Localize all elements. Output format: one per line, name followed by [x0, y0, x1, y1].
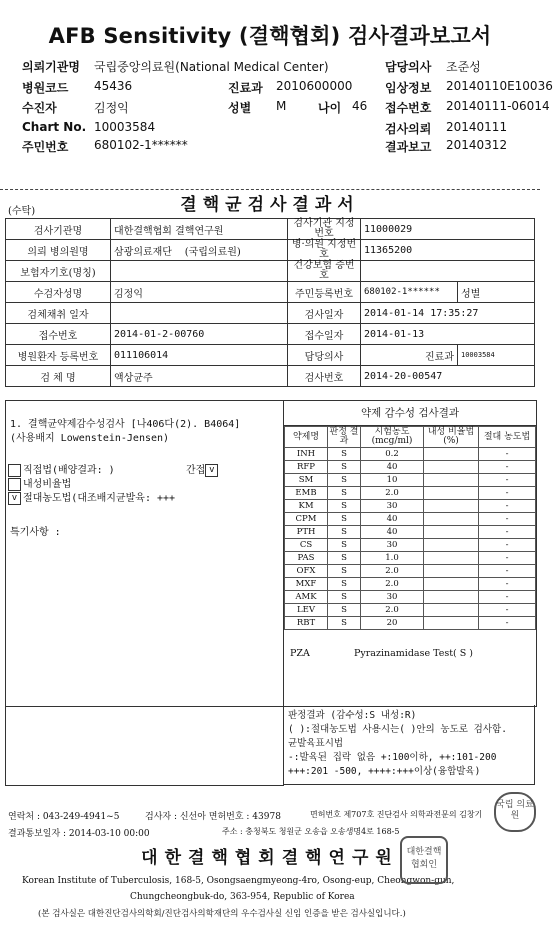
- judgement-box: [283, 705, 535, 785]
- header-dept-value: 2010600000: [276, 79, 353, 93]
- abx-abs: -: [479, 604, 536, 617]
- abx-conc: 1.0: [361, 552, 424, 565]
- direct-label: 직접법(배양결과: ): [23, 465, 115, 476]
- absolute-label: 절대농도법(대조배지균발육: +++: [23, 493, 176, 504]
- abx-result: S: [328, 565, 361, 578]
- abx-drug: RFP: [285, 461, 328, 474]
- col-result: 판정 결과: [328, 427, 361, 448]
- exam-no-value: 2014-20-00547: [361, 366, 535, 387]
- abx-abs: -: [479, 617, 536, 630]
- req-hosp-value: 삼광의료재단: [114, 246, 172, 258]
- indirect-checkbox[interactable]: v: [205, 464, 218, 477]
- patient-name-label: 수검자성명: [6, 282, 111, 303]
- header-request-value: 20140111: [446, 120, 508, 134]
- judgement-line4: -:발육된 집락 없음 +:100이하, ++:101-200: [288, 752, 497, 763]
- hosp-patient-value: 011106014: [111, 345, 288, 366]
- header-sex-label: 성별: [228, 101, 252, 115]
- header-hospital-code-label: 병원코드: [22, 81, 69, 95]
- abx-row: [285, 487, 536, 500]
- seal-stamp-1: [494, 792, 536, 832]
- footer-note: (본 검사실은 대한진단검사의학회/진단검사의학재단의 우수검사실 신임 인증을 받은 검사실입니다.): [38, 909, 406, 919]
- header-doctor-label: 담당의사: [385, 60, 432, 74]
- header-report-value: 20140312: [446, 138, 508, 152]
- pza-row: [284, 648, 534, 660]
- insurance-value: [111, 261, 288, 282]
- abx-drug: SM: [285, 474, 328, 487]
- req-hosp-cell: [111, 240, 288, 261]
- judgement-line2: ( ):절대농도법 사용시는( )안의 농도로 검사함.: [288, 724, 507, 735]
- abx-ratio: [424, 513, 479, 526]
- header-hospital-code-value: 45436: [94, 79, 133, 93]
- test-org-label: 검사기관명: [6, 219, 111, 240]
- abx-abs: -: [479, 591, 536, 604]
- abx-row: [285, 474, 536, 487]
- abx-row: [285, 513, 536, 526]
- abx-drug: INH: [285, 448, 328, 461]
- abx-abs: -: [479, 500, 536, 513]
- method-box: [5, 400, 284, 707]
- abx-conc: 2.0: [361, 487, 424, 500]
- abx-result: S: [328, 552, 361, 565]
- institute-name: 대한결핵협회결핵연구원: [141, 848, 399, 868]
- abx-conc: 20: [361, 617, 424, 630]
- pza-value: Pyrazinamidase Test( S ): [354, 648, 473, 659]
- header-sex-value: M: [276, 99, 287, 113]
- left-bottom-box: [5, 705, 284, 786]
- test-org-no-label: 검사기관 지정번호: [288, 219, 361, 240]
- ratio-label: 내성비율법: [23, 479, 72, 490]
- header-doctor-value: 조준성: [446, 60, 481, 74]
- test-date-label: 검사일자: [288, 303, 361, 324]
- abx-drug: CS: [285, 539, 328, 552]
- footer-examiner: 검사자 : 신선아 면허번호 : 43978: [145, 812, 281, 822]
- header-age-label: 나이: [318, 101, 342, 115]
- specimen-label: 검 체 명: [6, 366, 111, 387]
- abx-abs: -: [479, 539, 536, 552]
- abx-ratio: [424, 565, 479, 578]
- header-institution: 의뢰기관명: [22, 60, 80, 74]
- abx-row: [285, 461, 536, 474]
- abx-abs: -: [479, 461, 536, 474]
- abx-row: [285, 591, 536, 604]
- sex-label: 성별: [458, 282, 535, 303]
- header-patient-label: 수진자: [22, 101, 57, 115]
- abx-ratio: [424, 500, 479, 513]
- header-rrn-value: 680102-1******: [94, 138, 188, 152]
- sheet-tag: (수탁): [8, 206, 36, 217]
- sheet-title: 결핵균검사결과서: [180, 195, 360, 215]
- abx-drug: LEV: [285, 604, 328, 617]
- header-receipt-value: 20140111-06014: [446, 99, 550, 113]
- abx-result: S: [328, 513, 361, 526]
- header-chart-value: 10003584: [94, 120, 156, 134]
- abx-conc: 10: [361, 474, 424, 487]
- dept-label: 진료과: [361, 345, 458, 366]
- footer-eng2: Chungcheongbuk-do, 363-954, Republic of Korea: [130, 892, 355, 902]
- header-request-label: 검사의뢰: [385, 122, 432, 136]
- abx-conc: 30: [361, 539, 424, 552]
- header-clinical-value: 20140110E10036: [446, 79, 553, 93]
- abx-drug: EMB: [285, 487, 328, 500]
- abx-abs: -: [479, 474, 536, 487]
- judgement-line5: +++:201 -500, ++++:+++이상(융합발육): [288, 766, 481, 777]
- rrn-value: 680102-1******: [361, 282, 458, 303]
- footer-contact: 연락처 : 043-249-4941~5: [8, 812, 120, 822]
- abx-ratio: [424, 552, 479, 565]
- hosp-no-value: 11365200: [361, 240, 535, 261]
- abx-result: S: [328, 539, 361, 552]
- col-drug: 약제명: [285, 427, 328, 448]
- header-receipt-label: 접수번호: [385, 101, 432, 115]
- abx-result: S: [328, 500, 361, 513]
- abx-ratio: [424, 578, 479, 591]
- health-no-label: 건강보험 증번호: [288, 261, 361, 282]
- abx-ratio: [424, 604, 479, 617]
- abx-ratio: [424, 474, 479, 487]
- abx-ratio: [424, 487, 479, 500]
- recv-no-label: 접수번호: [6, 324, 111, 345]
- pza-label: PZA: [290, 648, 310, 659]
- absolute-method: [8, 489, 175, 505]
- header-clinical-label: 임상정보: [385, 81, 432, 95]
- abx-drug: RBT: [285, 617, 328, 630]
- indirect-method: [186, 461, 220, 477]
- header-patient-value: 김정익: [94, 101, 129, 115]
- header-chart-label: Chart No.: [22, 120, 87, 134]
- header-rrn-label: 주민번호: [22, 140, 69, 154]
- abx-ratio: [424, 539, 479, 552]
- recv-no-value: 2014-01-2-00760: [111, 324, 288, 345]
- abx-row: [285, 552, 536, 565]
- abx-ratio: [424, 591, 479, 604]
- recv-date-label: 접수일자: [288, 324, 361, 345]
- insurance-label: 보험자기호(명칭): [6, 261, 111, 282]
- remarks-label: 특기사항 :: [10, 527, 61, 538]
- abx-drug: KM: [285, 500, 328, 513]
- abx-abs: -: [479, 513, 536, 526]
- abx-conc: 2.0: [361, 578, 424, 591]
- abx-conc: 30: [361, 591, 424, 604]
- abx-result: S: [328, 474, 361, 487]
- abx-drug: OFX: [285, 565, 328, 578]
- abx-abs: -: [479, 448, 536, 461]
- abx-drug: CPM: [285, 513, 328, 526]
- abx-drug: MXF: [285, 578, 328, 591]
- abx-conc: 30: [361, 500, 424, 513]
- abx-ratio: [424, 617, 479, 630]
- abx-result: S: [328, 461, 361, 474]
- recv-date-value: 2014-01-13: [361, 324, 535, 345]
- footer-report-date: 결과통보일자 : 2014-03-10 00:00: [8, 829, 150, 839]
- abx-abs: -: [479, 578, 536, 591]
- abx-title: 약제 감수성 검사결과: [284, 401, 536, 426]
- exam-no-label: 검사번호: [288, 366, 361, 387]
- abx-ratio: [424, 461, 479, 474]
- abx-conc: 40: [361, 526, 424, 539]
- seal-stamp-2: [400, 836, 448, 884]
- abx-row: [285, 617, 536, 630]
- method-line1: 1. 결핵균약제감수성검사 [나406다(2). B4064]: [10, 419, 241, 430]
- abx-result: S: [328, 578, 361, 591]
- abx-conc: 0.2: [361, 448, 424, 461]
- abx-drug: PAS: [285, 552, 328, 565]
- info-table: [5, 218, 535, 387]
- abx-row: [285, 604, 536, 617]
- hosp-patient-label: 병원환자 등록번호: [6, 345, 111, 366]
- header-institution-value: 국립중앙의료원(National Medical Center): [94, 60, 329, 74]
- indirect-label: 간접: [186, 465, 206, 476]
- abx-row: [285, 565, 536, 578]
- hosp-no-label: 병·의원 지정번호: [288, 240, 361, 261]
- abx-result: S: [328, 487, 361, 500]
- collect-date-label: 검체채취 일자: [6, 303, 111, 324]
- abx-row: [285, 526, 536, 539]
- col-conc: 시험농도 (mcg/ml): [361, 427, 424, 448]
- abx-result: S: [328, 604, 361, 617]
- header-age-value: 46: [352, 99, 368, 113]
- abx-drug: AMK: [285, 591, 328, 604]
- specimen-value: 액상균주: [111, 366, 288, 387]
- abx-result: S: [328, 526, 361, 539]
- abx-row: [285, 500, 536, 513]
- abx-result: S: [328, 591, 361, 604]
- abx-row: [285, 539, 536, 552]
- judgement-line1: 판정결과 (감수성:S 내성:R): [288, 710, 417, 721]
- footer-address: 주소 : 충청북도 청원군 오송읍 오송생명4로 168-5: [222, 827, 400, 836]
- abx-conc: 40: [361, 513, 424, 526]
- abx-table: [284, 426, 536, 630]
- antibiotic-box: [283, 400, 537, 707]
- abx-conc: 2.0: [361, 604, 424, 617]
- header-report-label: 결과보고: [385, 140, 432, 154]
- method-line2: (사용배지 Lowenstein-Jensen): [10, 433, 170, 444]
- abx-conc: 40: [361, 461, 424, 474]
- test-org-value: 대한결핵협회 결핵연구원: [111, 219, 288, 240]
- abx-result: S: [328, 448, 361, 461]
- doctor-label: 담당의사: [288, 345, 361, 366]
- abx-result: S: [328, 617, 361, 630]
- health-no-value: [361, 261, 535, 282]
- absolute-checkbox[interactable]: v: [8, 492, 21, 505]
- abx-abs: -: [479, 552, 536, 565]
- patient-name-value: 김정익: [111, 282, 288, 303]
- req-hosp-extra: (국립의료원): [184, 246, 241, 258]
- abx-row: [285, 578, 536, 591]
- abx-ratio: [424, 448, 479, 461]
- abx-drug: PTH: [285, 526, 328, 539]
- dept-value: 10003584: [458, 345, 535, 366]
- footer-eng1: Korean Institute of Tuberculosis, 168-5, Osongsaengmyeong-4ro, Osong-eup, Cheongwon-gun,: [22, 876, 455, 886]
- abx-row: [285, 448, 536, 461]
- abx-conc: 2.0: [361, 565, 424, 578]
- footer-license: 면허번호 제707호 진단검사 의학과전문의 김창기: [310, 810, 483, 819]
- rrn-label: 주민등록번호: [288, 282, 361, 303]
- header-dept-label: 진료과: [228, 81, 263, 95]
- report-title: AFB Sensitivity (결핵협회) 검사결과보고서: [48, 24, 492, 48]
- seal-2-text: 대한결핵 협회인: [406, 847, 442, 870]
- abx-ratio: [424, 526, 479, 539]
- col-abs: 절대 농도법: [479, 427, 536, 448]
- test-date-value: 2014-01-14 17:35:27: [361, 303, 535, 324]
- req-hosp-label: 의뢰 병의원명: [6, 240, 111, 261]
- seal-1-text: 국립 의료원: [496, 800, 534, 821]
- col-ratio: 내성 비율법(%): [424, 427, 479, 448]
- collect-date-value: [111, 303, 288, 324]
- abx-abs: -: [479, 487, 536, 500]
- abx-abs: -: [479, 565, 536, 578]
- test-org-no-value: 11000029: [361, 219, 535, 240]
- judgement-line3: 균발육표시법: [288, 738, 344, 749]
- abx-abs: -: [479, 526, 536, 539]
